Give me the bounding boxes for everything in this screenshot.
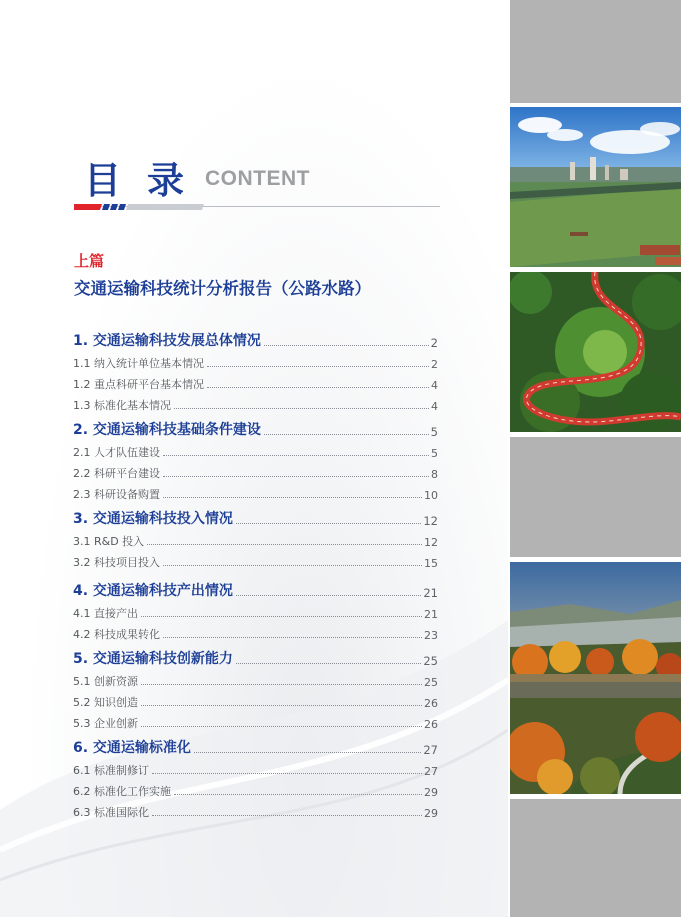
toc-section[interactable] xyxy=(73,668,438,689)
toc-section[interactable] xyxy=(73,600,438,621)
dot-leader xyxy=(152,814,422,816)
toc-page-number: 4 xyxy=(431,400,438,413)
dot-leader xyxy=(264,344,429,346)
toc-page-number: 12 xyxy=(423,514,438,528)
toc-section[interactable] xyxy=(73,549,438,570)
dot-leader xyxy=(207,386,429,388)
toc-page-number: 10 xyxy=(424,489,438,502)
toc-page-number: 29 xyxy=(424,807,438,820)
dot-leader xyxy=(236,522,421,524)
part-label: 上篇 xyxy=(74,252,105,270)
toc-section-title: 1.1 纳入统计单位基本情况 xyxy=(73,357,204,370)
toc-chapter-title: 3. 交通运输科技投入情况 xyxy=(73,511,233,527)
toc-section-title: 2.3 科研设备购置 xyxy=(73,488,160,501)
toc-section-title: 6.2 标准化工作实施 xyxy=(73,785,171,798)
toc-section-title: 1.3 标准化基本情况 xyxy=(73,399,171,412)
toc-chapter[interactable] xyxy=(73,733,438,757)
toc-page-number: 26 xyxy=(424,718,438,731)
toc-section-title: 6.1 标准制修订 xyxy=(73,764,149,777)
toc-page-number: 2 xyxy=(430,336,438,350)
toc-section[interactable] xyxy=(73,757,438,778)
gray-panel xyxy=(510,799,681,917)
toc-section[interactable] xyxy=(73,481,438,502)
toc-page-number: 21 xyxy=(423,586,438,600)
dot-leader xyxy=(163,475,429,477)
toc-page-number: 12 xyxy=(424,536,438,549)
toc-section[interactable] xyxy=(73,371,438,392)
toc-page-number: 27 xyxy=(424,765,438,778)
toc-section-title: 2.1 人才队伍建设 xyxy=(73,446,160,459)
winding-road-forest-photo xyxy=(510,272,681,432)
toc-page-number: 21 xyxy=(424,608,438,621)
autumn-valley-photo xyxy=(510,562,681,794)
toc-section[interactable] xyxy=(73,392,438,413)
photo-column xyxy=(508,0,681,917)
toc-chapter-title: 1. 交通运输科技发展总体情况 xyxy=(73,333,261,349)
dot-leader xyxy=(174,793,422,795)
toc-chapter-title: 2. 交通运输科技基础条件建设 xyxy=(73,422,261,438)
toc-chapter-title: 5. 交通运输科技创新能力 xyxy=(73,651,233,667)
toc-section[interactable] xyxy=(73,528,438,549)
toc-page-number: 25 xyxy=(424,676,438,689)
toc-page-number: 29 xyxy=(424,786,438,799)
toc-page-number: 15 xyxy=(424,557,438,570)
toc-section[interactable] xyxy=(73,710,438,731)
toc-section-title: 5.2 知识创造 xyxy=(73,696,138,709)
toc-chapter[interactable] xyxy=(73,415,438,439)
dot-leader xyxy=(163,636,422,638)
toc-chapter[interactable] xyxy=(73,504,438,528)
toc-page-number: 5 xyxy=(431,447,438,460)
toc-section[interactable] xyxy=(73,778,438,799)
toc-page-number: 23 xyxy=(424,629,438,642)
toc-section-title: 4.1 直接产出 xyxy=(73,607,138,620)
dot-leader xyxy=(163,454,429,456)
toc-section-title: 5.1 创新资源 xyxy=(73,675,138,688)
dot-leader xyxy=(141,704,422,706)
dot-leader xyxy=(236,662,421,664)
dot-leader xyxy=(264,433,429,435)
toc-page-number: 25 xyxy=(423,654,438,668)
toc-section[interactable] xyxy=(73,689,438,710)
page-header xyxy=(74,150,440,212)
dot-leader xyxy=(141,615,422,617)
river-city-photo xyxy=(510,107,681,267)
toc-section-title: 3.1 R&D 投入 xyxy=(73,535,145,548)
page-title: 目录 xyxy=(84,159,210,202)
dot-leader xyxy=(174,407,429,409)
toc-section[interactable] xyxy=(73,439,438,460)
toc-section-title: 1.2 重点科研平台基本情况 xyxy=(73,378,204,391)
toc-section[interactable] xyxy=(73,621,438,642)
toc-section[interactable] xyxy=(73,799,438,820)
toc-section[interactable] xyxy=(73,350,438,371)
toc-chapter-title: 4. 交通运输科技产出情况 xyxy=(73,583,233,599)
toc-section-title: 4.2 科技成果转化 xyxy=(73,628,160,641)
toc-page-number: 27 xyxy=(423,743,438,757)
toc-section-title: 5.3 企业创新 xyxy=(73,717,138,730)
dot-leader xyxy=(207,365,429,367)
toc-page-number: 4 xyxy=(431,379,438,392)
toc-chapter[interactable] xyxy=(73,644,438,668)
toc-page-number: 5 xyxy=(430,425,438,439)
toc-chapter[interactable] xyxy=(73,326,438,350)
toc-section[interactable] xyxy=(73,460,438,481)
toc-section-title: 6.3 标准国际化 xyxy=(73,806,149,819)
dot-leader xyxy=(163,564,422,566)
gray-panel xyxy=(510,0,681,103)
dot-leader xyxy=(141,683,422,685)
toc-section-title: 3.2 科技项目投入 xyxy=(73,556,160,569)
gray-panel xyxy=(510,437,681,557)
dot-leader xyxy=(141,725,422,727)
toc-chapter[interactable] xyxy=(73,576,438,600)
toc-chapter-title: 6. 交通运输标准化 xyxy=(73,740,191,756)
dot-leader xyxy=(152,772,422,774)
title-underline-bar xyxy=(74,202,440,212)
dot-leader xyxy=(147,543,422,545)
dot-leader xyxy=(194,751,421,753)
toc-page-number: 2 xyxy=(431,358,438,371)
table-of-contents xyxy=(73,326,438,820)
page-title-english: CONTENT xyxy=(205,167,310,190)
dot-leader xyxy=(236,594,421,596)
toc-page-number: 8 xyxy=(431,468,438,481)
toc-section-title: 2.2 科研平台建设 xyxy=(73,467,160,480)
part-title: 交通运输科技统计分析报告（公路水路） xyxy=(74,279,371,298)
toc-page-number: 26 xyxy=(424,697,438,710)
dot-leader xyxy=(163,496,422,498)
